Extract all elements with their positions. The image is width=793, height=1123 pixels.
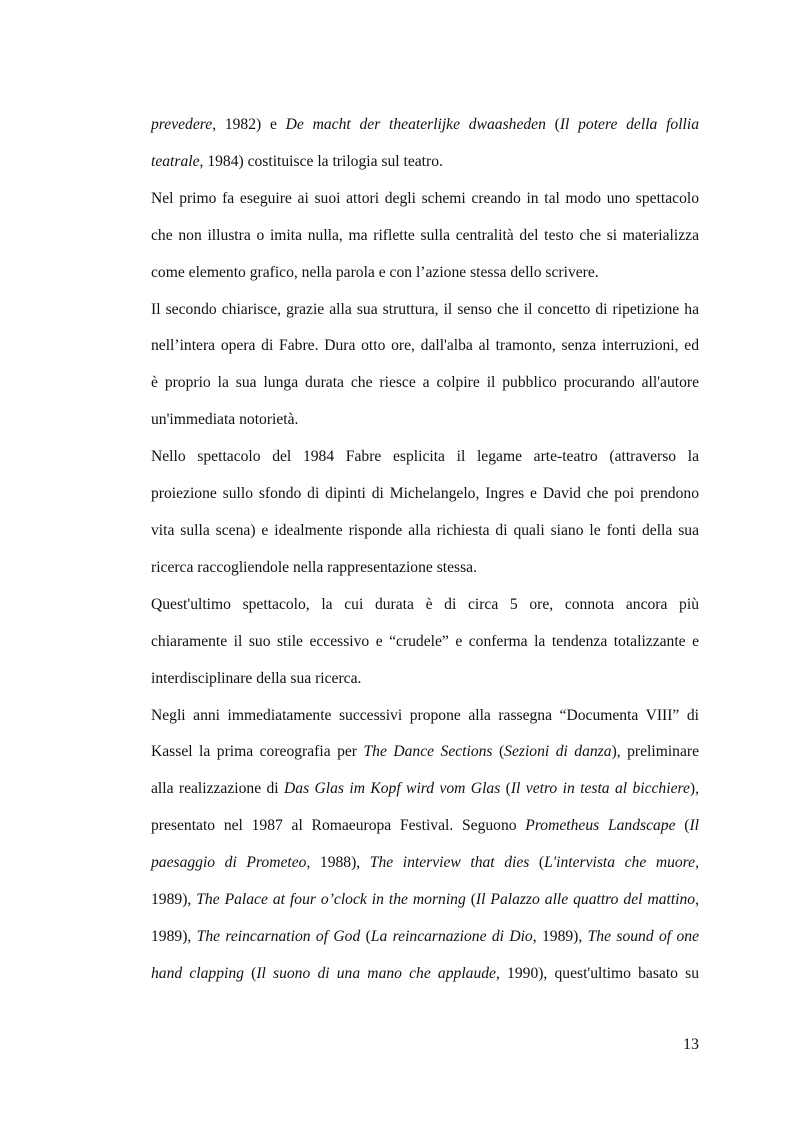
italic-title: Il: [689, 817, 699, 835]
text-run: ), preliminare: [611, 743, 699, 761]
document-body: [151, 107, 699, 993]
text-line: [151, 107, 699, 144]
text-line: [151, 439, 699, 476]
paragraph: [151, 587, 699, 698]
text-run: è proprio la sua lunga durata che riesce a colpire il pubblico procurando all'autore: [151, 374, 699, 392]
text-line: [151, 698, 699, 735]
italic-title: The Palace at four o’clock in the morning: [196, 891, 466, 909]
text-line: [151, 181, 699, 218]
text-run: ricerca raccogliendole nella rappresentazione stessa.: [151, 558, 477, 576]
text-run: , 1982) e: [212, 116, 286, 133]
text-run: (: [243, 964, 257, 982]
text-run: ),: [689, 780, 699, 798]
text-line: [151, 218, 699, 255]
text-run: interdisciplinare della sua ricerca.: [151, 669, 362, 687]
text-line: [151, 771, 699, 808]
text-run: chiaramente il suo stile eccessivo e “crudele” e conferma la tendenza totalizzante e: [151, 632, 699, 650]
italic-title: Il potere della follia: [559, 116, 699, 133]
text-line: [151, 402, 699, 439]
italic-title: Il suono di una mano che applaude: [256, 964, 496, 982]
text-run: un'immediata notorietà.: [151, 411, 299, 429]
text-run: Nel primo fa eseguire ai suoi attori degli schemi creando in tal modo uno spettacolo: [151, 189, 699, 207]
text-line: [151, 550, 699, 587]
text-run: come elemento grafico, nella parola e con l’azione stessa dello scrivere.: [151, 263, 599, 281]
italic-title: De macht der theaterlijke dwaasheden: [285, 116, 546, 133]
text-line: [151, 365, 699, 402]
text-run: 1989),: [151, 891, 197, 909]
text-line: [151, 513, 699, 550]
paragraph: [151, 107, 699, 181]
italic-title: Il Palazzo alle quattro del mattino: [475, 891, 696, 909]
text-run: (: [545, 116, 560, 133]
italic-title: The Dance Sections: [363, 743, 493, 761]
text-run: (: [675, 817, 690, 835]
text-run: , 1988),: [306, 854, 370, 872]
text-line: [151, 734, 699, 771]
text-line: [151, 624, 699, 661]
italic-title: The interview that dies: [369, 854, 530, 872]
italic-title: Sezioni di danza: [504, 743, 612, 761]
text-run: proiezione sullo sfondo di dipinti di Michelangelo, Ingres e David che poi prendono: [151, 485, 699, 503]
text-run: che non illustra o imita nulla, ma riflette sulla centralità del testo che si materializza: [151, 226, 699, 244]
italic-title: Il vetro in testa al bicchiere: [510, 780, 690, 798]
text-run: , 1984) costituisce la trilogia sul teatro.: [199, 152, 443, 170]
text-run: Quest'ultimo spettacolo, la cui durata è di circa 5 ore, connota ancora più: [151, 595, 699, 613]
text-run: nell’intera opera di Fabre. Dura otto ore, dall'alba al tramonto, senza interruzioni, ed: [151, 337, 699, 355]
text-run: presentato nel 1987 al Romaeuropa Festival. Seguono: [151, 817, 526, 835]
text-run: alla realizzazione di: [151, 780, 285, 798]
text-line: [151, 255, 699, 292]
paragraph: [151, 698, 699, 993]
text-run: (: [360, 927, 371, 945]
text-line: [151, 587, 699, 624]
text-line: [151, 328, 699, 365]
text-line: [151, 661, 699, 698]
text-line: [151, 956, 699, 993]
text-line: [151, 845, 699, 882]
text-line: [151, 882, 699, 919]
text-line: [151, 476, 699, 513]
italic-title: The sound of one: [587, 927, 699, 945]
paragraph: [151, 439, 699, 587]
text-run: (: [465, 891, 476, 909]
text-run: (: [500, 780, 511, 798]
paragraph: [151, 181, 699, 292]
text-line: [151, 144, 699, 181]
italic-title: paesaggio di Prometeo: [151, 854, 307, 872]
text-run: Il secondo chiarisce, grazie alla sua struttura, il senso che il concetto di ripetizione ha: [151, 300, 699, 318]
text-run: ,: [695, 854, 699, 872]
text-run: , 1989),: [532, 927, 588, 945]
text-run: (: [492, 743, 505, 761]
text-run: ,: [695, 891, 700, 909]
text-line: [151, 292, 699, 329]
italic-title: prevedere: [151, 116, 213, 133]
page-number: 13: [683, 1036, 699, 1053]
text-line: [151, 919, 699, 956]
italic-title: L'intervista che muore: [544, 854, 696, 872]
text-run: Negli anni immediatamente successivi propone alla rassegna “Documenta VIII” di: [151, 706, 699, 724]
text-run: , 1990), quest'ultimo basato su: [495, 964, 699, 982]
italic-title: Das Glas im Kopf wird vom Glas: [284, 780, 501, 798]
text-run: vita sulla scena) e idealmente risponde alla richiesta di quali siano le fonti della sua: [151, 521, 699, 539]
text-run: 1989),: [151, 927, 197, 945]
text-run: Kassel la prima coreografia per: [151, 743, 364, 761]
paragraph: [151, 292, 699, 440]
italic-title: teatrale: [151, 152, 200, 170]
text-line: [151, 808, 699, 845]
italic-title: hand clapping: [151, 964, 244, 982]
text-run: (: [529, 854, 545, 872]
italic-title: La reincarnazione di Dio: [370, 927, 533, 945]
italic-title: Prometheus Landscape: [525, 817, 676, 835]
text-run: Nello spettacolo del 1984 Fabre esplicita il legame arte-teatro (attraverso la: [151, 448, 699, 466]
italic-title: The reincarnation of God: [196, 927, 361, 945]
